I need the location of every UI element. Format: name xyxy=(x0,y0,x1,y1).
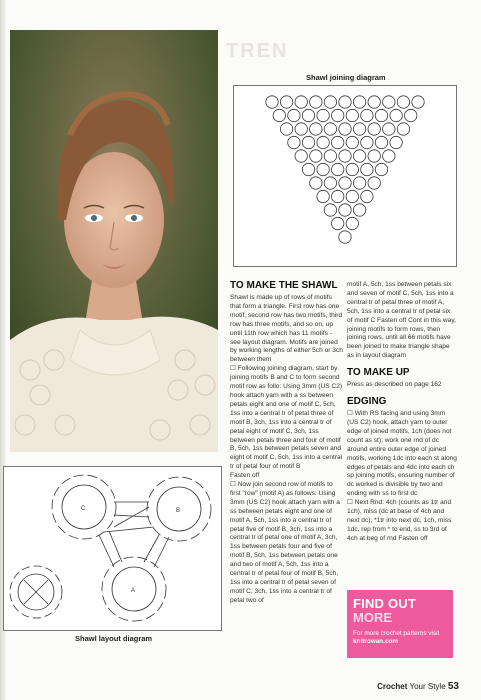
make-shawl-intro: Shawl is made up of rows of motifs that form a triangle. First row has one motif, second row has two motifs, third row has three motifs, and so on, up until 11th row which has 11 motifs - see layout diagram. Motifs are joined by working lengths of either 5ch or 3ch between them xyxy=(230,294,343,364)
joining-continued: motif A, 5ch, 1ss between petals six and seven of motif C, 5ch, 1ss into a central tr of petal three of motif A, 5ch, 1ss into a central tr of petal six of motif C Fasten off Cont in this way, joining motifs to form rows, then joining rows, until all 66 motifs have been joined to make triangle shape as in layout diagram xyxy=(347,281,456,360)
joining-motif-circle xyxy=(361,136,373,148)
joining-motif-circle xyxy=(273,109,285,121)
joining-motif-circle xyxy=(368,123,380,135)
joining-motif-circle xyxy=(324,96,336,108)
joining-motif-circle xyxy=(390,109,402,121)
joining-motif-circle xyxy=(317,163,329,175)
joining-motif-circle xyxy=(375,163,387,175)
joining-motif-circle xyxy=(295,150,307,162)
edging-heading: EDGING xyxy=(347,396,387,408)
model-photo xyxy=(10,30,218,452)
joining-motif-circle xyxy=(317,109,329,121)
joining-motif-circle xyxy=(361,109,373,121)
more-label: MORE xyxy=(353,610,392,625)
joining-motif-circle xyxy=(266,96,278,108)
joining-motif-circle xyxy=(368,96,380,108)
joining-motif-circle xyxy=(383,96,395,108)
joining-motif-circle xyxy=(302,136,314,148)
find-out-more-box xyxy=(347,590,453,658)
page-number: 53 xyxy=(447,681,459,692)
joining-motif-circle xyxy=(397,96,409,108)
joining-motif-circle xyxy=(339,96,351,108)
joining-motif-circle xyxy=(310,96,322,108)
joining-motif-circle xyxy=(332,136,344,148)
joining-motif-circle xyxy=(310,123,322,135)
joining-motif-circle xyxy=(346,217,358,229)
joining-motif-circle xyxy=(375,136,387,148)
joining-motif-circle xyxy=(339,177,351,189)
joining-motif-circle xyxy=(346,136,358,148)
joining-motif-circle xyxy=(332,163,344,175)
joining-motif-circle xyxy=(288,136,300,148)
joining-motif-circle xyxy=(324,123,336,135)
joining-diagram-title: Shawl joining diagram xyxy=(306,73,386,82)
joining-motif-circle xyxy=(353,150,365,162)
model-photo-illustration xyxy=(10,30,218,452)
joining-motif-circle xyxy=(390,136,402,148)
joining-motif-circle xyxy=(280,123,292,135)
joining-motif-circle xyxy=(310,177,322,189)
background-watermark: TREN xyxy=(226,40,289,62)
joining-motif-circle xyxy=(317,136,329,148)
motif-a-label: A xyxy=(131,588,136,594)
joining-motif-circle xyxy=(280,96,292,108)
find-out-copy: For more crochet patterns visit xyxy=(353,630,440,637)
joining-motif-circle xyxy=(375,109,387,121)
website-link[interactable]: knitrowan.com xyxy=(353,638,399,645)
joining-motif-circle xyxy=(353,123,365,135)
layout-diagram-svg xyxy=(4,467,221,630)
joining-step-2: ☐ Now join second row of motifs to first "row" (motif A) as follows: Using 3mm (US C2) hook attach yarn with a ss between petals eight and one of motif A, 5ch, 1ss into a central tr of petal five of motif B, 3ch, 1ss into a central tr of petal one of motif A, 3ch, 1ss between petals four and five of motif B, 5ch, 1ss between petals one and two of motif A, 5ch, 1ss into a central tr of petal four of motif B, 5ch, 1ss into a central tr of petal seven of motif C, 3ch, 1ss into a central tr of petal two of xyxy=(230,481,340,604)
joining-motif-circle xyxy=(383,150,395,162)
instructions-column-1 xyxy=(230,280,344,606)
joining-motif-circle xyxy=(361,190,373,202)
joining-motif-circle xyxy=(353,177,365,189)
edging-next-round: ☐ Next Rnd: 4ch (counts as 1tr and 1ch), miss (dc at base of 4ch and next dc), *1tr into next dc, 1ch, miss 1dc, rep from * to end, ss to 3rd of 4ch at beg of rnd Fasten off xyxy=(347,499,452,542)
joining-motif-circle xyxy=(353,96,365,108)
joining-motif-circle xyxy=(324,150,336,162)
shawl-layout-diagram xyxy=(3,466,222,631)
joining-motif-circle xyxy=(339,123,351,135)
motif-c-label: C xyxy=(81,506,86,512)
joining-motif-circle xyxy=(295,123,307,135)
joining-motif-circle xyxy=(310,150,322,162)
shawl-joining-diagram xyxy=(233,85,457,267)
joining-motif-circle xyxy=(339,231,351,243)
joining-motif-circle xyxy=(353,204,365,216)
magazine-subtitle: Your Style xyxy=(407,682,448,691)
joining-motif-circle xyxy=(412,96,424,108)
motif-b-label: B xyxy=(176,508,181,514)
joining-motif-circle xyxy=(332,217,344,229)
make-shawl-heading: TO MAKE THE SHAWL xyxy=(230,280,338,291)
joining-motif-circle xyxy=(332,109,344,121)
joining-motif-circle xyxy=(295,96,307,108)
layout-diagram-title: Shawl layout diagram xyxy=(75,634,153,643)
joining-motif-circle xyxy=(302,109,314,121)
joining-motif-circle xyxy=(324,204,336,216)
joining-motif-circle xyxy=(339,150,351,162)
joining-motif-circle xyxy=(339,204,351,216)
joining-motif-circle xyxy=(368,150,380,162)
joining-motif-circle xyxy=(368,177,380,189)
edging-text: ☐ With RS facing and using 3mm (US C2) hook, attach yarn to outer edge of joined motifs, 1ch (does not count as st); work one rnd of dc around entire outer edge of joined motifs, working 1dc into each st along edges of petals and 4dc into each ch sp joining motifs, ensuring number of dc worked is divisible by two and ending with ss to first dc xyxy=(347,410,457,498)
instructions-column-2 xyxy=(347,281,457,544)
make-up-text: Press as described on page 162 xyxy=(347,381,442,389)
find-out-label: FIND OUT xyxy=(353,596,416,611)
joining-motif-circle xyxy=(317,190,329,202)
joining-fasten-off: Fasten off xyxy=(230,472,260,480)
joining-motif-circle xyxy=(346,109,358,121)
motif-partial xyxy=(10,566,62,618)
magazine-name: Crochet xyxy=(377,682,408,691)
joining-motif-circle xyxy=(346,163,358,175)
make-up-heading: TO MAKE UP xyxy=(347,367,410,379)
joining-motif-circle xyxy=(405,109,417,121)
page-footer xyxy=(377,681,459,692)
joining-diagram-svg xyxy=(234,86,456,266)
joining-motif-circle xyxy=(361,163,373,175)
joining-step-1: ☐ Following joining diagram, start by joining motifs B and C to form second motif row as follo: Using 3mm (US C2) hook attach yarn with a ss between petals eight and one of motif C, 5ch, 1ss into a central tr of petal three of motif B, 3ch, 1ss into a central tr of petal eight of motif C, 3ch, 1ss between petals three and four of motif B, 5ch, 1ss between petals seven and eight of motif C, 5ch, 1ss into a central tr of petal four of motif B xyxy=(230,365,343,471)
joining-motif-circle xyxy=(397,123,409,135)
find-out-text xyxy=(353,630,451,646)
joining-motif-circle xyxy=(302,163,314,175)
joining-motif-circle xyxy=(383,123,395,135)
joining-motif-circle xyxy=(346,190,358,202)
joining-motif-circle xyxy=(288,109,300,121)
joining-motif-circle xyxy=(324,177,336,189)
joining-motif-circle xyxy=(332,190,344,202)
